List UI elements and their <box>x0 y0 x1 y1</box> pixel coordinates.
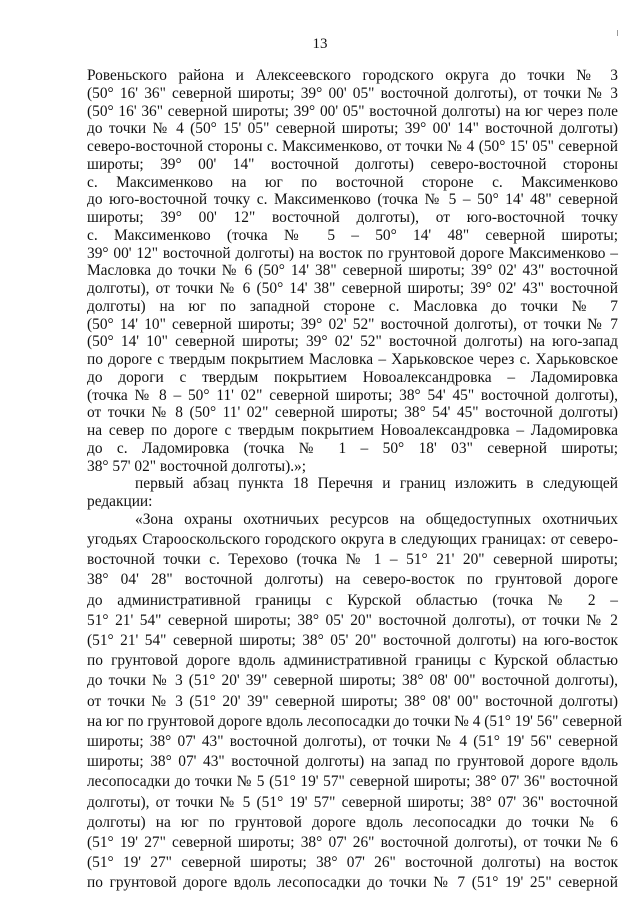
text-line: (50° 14' 10" северной широты; 39° 02' 52" восточной долготы) на юго-запад <box>87 333 618 351</box>
text-line: до административной границы с Курской областью (точка № 2 – <box>87 591 618 609</box>
text-line: широты; 38° 07' 43" восточной долготы), от точки № 4 (51° 19' 56" северной <box>87 733 618 751</box>
text-line: 51° 21' 54" северной широты; 38° 05' 20" восточной долготы), от точки № 2 <box>87 611 618 629</box>
text-line: (51° 21' 54" северной широты; 38° 05' 20" восточной долготы) на юго-восток <box>87 632 618 650</box>
text-line: северо-восточной стороны с. Максименково, от точки № 4 (50° 15' 05" северной <box>87 138 618 155</box>
text-line: по грунтовой дороге вдоль лесопосадки до точки № 7 (51° 19' 25" северной <box>87 874 618 892</box>
text-line: (точка № 8 – 50° 11' 02" северной широты; 38° 54' 45" восточной долготы), <box>87 386 618 404</box>
page-number: 13 <box>312 36 328 52</box>
text-line: до точки № 3 (51° 20' 39" северной широты; 38° 08' 00" восточной долготы), <box>87 672 618 690</box>
text-line: первый абзац пункта 18 Перечня и границ изложить в следующей <box>135 475 618 493</box>
text-line: (50° 14' 10" северной широты; 39° 02' 52" восточной долготы), от точки № 7 <box>87 315 618 333</box>
text-line: на юг по грунтовой дороге вдоль лесопосадки до точки № 4 (51° 19' 56" северной <box>87 712 623 730</box>
text-line: до точки № 4 (50° 15' 05" северной широты; 39° 00' 14" восточной долготы) <box>87 120 618 138</box>
text-line: «Зона охраны охотничьих ресурсов на общедоступных охотничьих <box>135 510 618 528</box>
text-line: на север по дороге с твердым покрытием Новоалександровка – Ладомировка <box>87 422 618 439</box>
document-body-bottom <box>87 530 623 894</box>
text-line: до юго-восточной точку с. Максименково (точка № 5 – 50° 14' 48" северной <box>87 191 618 209</box>
text-line: от точки № 8 (50° 11' 02" северной широты; 38° 54' 45" восточной долготы) <box>87 404 618 422</box>
text-line: (50° 16' 36" северной широты; 39° 00' 05" восточной долготы) на юг через поле <box>87 102 618 120</box>
text-line: с. Максименково (точка № 5 – 50° 14' 48" северной широты; <box>87 226 618 244</box>
text-line: широты; 39° 00' 12" восточной долготы), от юго-восточной точку <box>87 209 618 226</box>
text-line: Ровеньского района и Алексеевского городского округа до точки № 3 <box>87 67 618 84</box>
text-line: до дороги с твердым покрытием Новоалександровка – Ладомировка <box>87 368 618 386</box>
text-line: долготы), от точки № 5 (51° 19' 57" северной широты; 38° 07' 36" восточной <box>87 793 618 811</box>
text-line: 39° 00' 12" восточной долготы) на восток по грунтовой дороге Максименково – <box>87 244 618 262</box>
text-line: редакции: <box>87 493 153 510</box>
text-line: (50° 16' 36" северной широты; 39° 00' 05" восточной долготы), от точки № 3 <box>87 84 618 102</box>
text-line: 38° 57' 02" восточной долготы).»; <box>87 457 307 475</box>
text-line: долготы), от точки № 6 (50° 14' 38" северной широты; 39° 02' 43" восточной <box>87 280 618 297</box>
text-line: до с. Ладомировка (точка № 1 – 50° 18' 03" северной широты; <box>87 439 618 457</box>
text-line: (51° 19' 27" северной широты; 38° 07' 26" восточной долготы), от точки № 6 <box>87 834 618 852</box>
text-line: широты; 38° 07' 43" восточной долготы) на запад по грунтовой дороге вдоль <box>87 753 618 771</box>
text-line: (51° 19' 27" северной широты; 38° 07' 26" восточной долготы) на восток <box>87 854 618 872</box>
text-line: долготы) на юг по западной стороне с. Масловка до точки № 7 <box>87 297 618 315</box>
text-line: долготы) на юг по грунтовой дороге вдоль лесопосадки до точки № 6 <box>87 813 618 831</box>
text-line: восточной точки с. Терехово (точка № 1 – 51° 21' 20" северной широты; <box>87 551 618 569</box>
text-line: по дороге с твердым покрытием Масловка – Харьковское через с. Харьковское <box>87 351 618 368</box>
text-line: по грунтовой дороге вдоль административной границы с Курской областью <box>87 652 618 670</box>
text-line: от точки № 3 (51° 20' 39" северной широты; 38° 08' 00" восточной долготы) <box>87 692 618 710</box>
document-body-top <box>87 67 618 529</box>
text-line: лесопосадки до точки № 5 (51° 19' 57" северной широты; 38° 07' 36" восточной <box>87 773 618 791</box>
text-line: угодьях Старооскольского городского округа в следующих границах: от северо- <box>87 531 618 548</box>
text-line: Масловка до точки № 6 (50° 14' 38" северной широты; 39° 02' 43" восточной <box>87 262 618 280</box>
text-line: с. Максименково на юг по восточной стороне с. Максименково <box>87 173 618 191</box>
text-line: 38° 04' 28" восточной долготы) на северо-восток по грунтовой дороге <box>87 571 618 589</box>
text-line: широты; 39° 00' 14" восточной долготы) северо-восточной стороны <box>87 155 618 173</box>
